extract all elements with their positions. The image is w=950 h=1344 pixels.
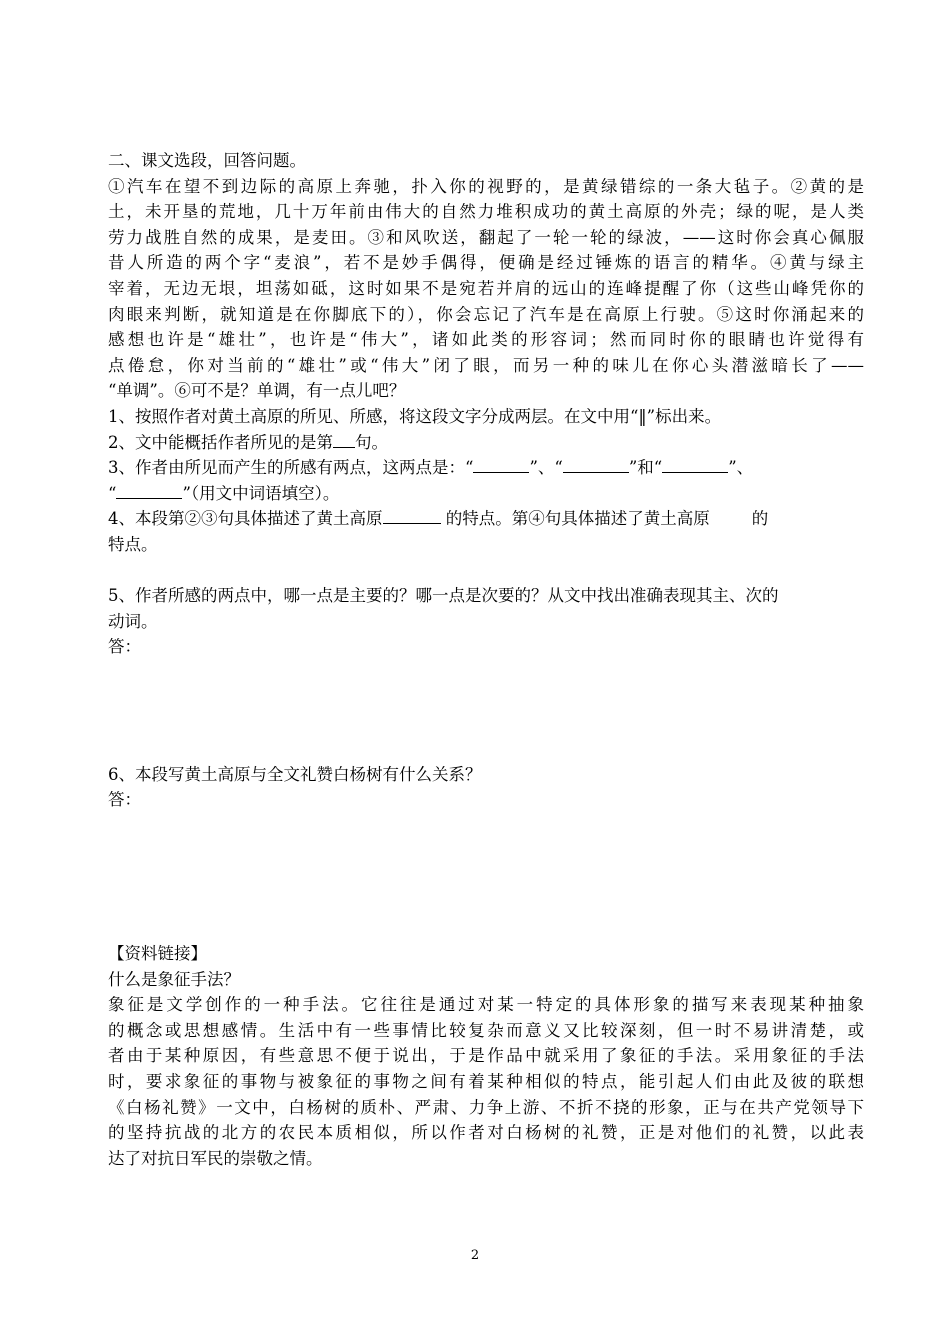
passage xyxy=(108,174,864,404)
question-3-quote: “ xyxy=(108,483,117,503)
answer-label: 答： xyxy=(108,637,141,657)
question-4-text: 的 xyxy=(751,509,769,529)
question-3-text: 3、作者由所见而产生的所感有两点，这两点是：“ xyxy=(108,458,474,478)
spacing xyxy=(108,558,864,584)
answer-blank[interactable] xyxy=(563,455,629,473)
question-2 xyxy=(108,430,864,456)
question-1: 1、按照作者对黄土高原的所见、所感，将这段文字分成两层。在文中用“‖”标出来。 xyxy=(108,406,722,426)
question-3-line-2 xyxy=(108,481,864,507)
question-6: 6、本段写黄土高原与全文礼赞白杨树有什么关系？ xyxy=(108,764,482,784)
question-4-text: 的特点。第④句具体描述了黄土高原 xyxy=(445,509,710,529)
question-3-separator: ”、“ xyxy=(529,458,563,478)
question-5-line-1: 5、作者所感的两点中，哪一点是主要的？哪一点是次要的？从文中找出准确表现其主、次的 xyxy=(108,586,779,606)
answer-blank[interactable] xyxy=(473,455,529,473)
question-3-separator: ”和“ xyxy=(628,458,663,478)
question-4-text: 4、本段第②③句具体描述了黄土高原 xyxy=(108,509,383,529)
page-content xyxy=(108,148,864,1171)
passage-line: 土，未开垦的荒地，几十万年前由伟大的自然力堆积成功的黄土高原的外壳；绿的呢，是人类 xyxy=(108,202,864,222)
question-3-line-1 xyxy=(108,455,864,481)
reference-line: 的概念或思想感情。生活中有一些事情比较复杂而意义又比较深刻，但一时不易讲清楚，或 xyxy=(108,1020,864,1040)
reference-text xyxy=(108,992,864,1171)
reference-title: 【资料链接】 xyxy=(108,944,207,964)
question-3-suffix: ”（用文中词语填空）。 xyxy=(182,483,340,503)
question-3-separator: ”、 xyxy=(728,458,754,478)
passage-line: 感想也许是“雄壮”，也许是“伟大”，诸如此类的形容词；然而同时你的眼睛也许觉得有 xyxy=(108,330,864,350)
passage-line: 肉眼来判断，就知道是在你脚底下的），你会忘记了汽车是在高原上行驶。⑤这时你涌起来的 xyxy=(108,304,864,324)
reference-line: 者由于某种原因，有些意思不便于说出，于是作品中就采用了象征的手法。采用象征的手法 xyxy=(108,1046,864,1066)
reference-line: 的坚持抗战的北方的农民本质相似，所以作者对白杨树的礼赞，正是对他们的礼赞，以此表 xyxy=(108,1123,864,1143)
question-5-line-2: 动词。 xyxy=(108,611,158,631)
answer-blank[interactable] xyxy=(662,455,728,473)
question-2-suffix: 句。 xyxy=(355,432,388,452)
reference-line: 象征是文学创作的一种手法。它往往是通过对某一特定的具体形象的描写来表现某种抽象 xyxy=(108,995,864,1015)
reference-question: 什么是象征手法？ xyxy=(108,969,240,989)
passage-line: ①汽车在望不到边际的高原上奔驰，扑入你的视野的，是黄绿错综的一条大毡子。②黄的是 xyxy=(108,176,864,196)
question-4-line-1 xyxy=(108,506,864,532)
page-number: 2 xyxy=(470,1248,480,1263)
answer-blank[interactable] xyxy=(383,506,441,524)
passage-line: 劳力战胜自然的成果，是麦田。③和风吹送，翻起了一轮一轮的绿波，——这时你会真心佩服 xyxy=(108,227,864,247)
passage-line: 点倦怠，你对当前的“雄壮”或“伟大”闭了眼，而另一种的味儿在你心头潜滋暗长了—— xyxy=(108,355,864,375)
answer-area[interactable] xyxy=(108,813,864,941)
question-2-text: 2、文中能概括作者所见的是第 xyxy=(108,432,333,452)
reference-line: 达了对抗日军民的崇敬之情。 xyxy=(108,1148,323,1168)
reference-line: 《白杨礼赞》一文中，白杨树的质朴、严肃、力争上游、不折不挠的形象，正与在共产党领导下 xyxy=(108,1097,864,1117)
reference-line: 时，要求象征的事物与被象征的事物之间有着某种相似的特点，能引起人们由此及彼的联想 xyxy=(108,1072,864,1092)
answer-blank[interactable] xyxy=(116,481,182,499)
section-title: 二、课文选段，回答问题。 xyxy=(108,151,306,170)
answer-label: 答： xyxy=(108,790,141,810)
passage-line: 昔人所造的两个字“麦浪”，若不是妙手偶得，便确是经过锤炼的语言的精华。④黄与绿主 xyxy=(108,253,864,273)
question-4-line-2: 特点。 xyxy=(108,534,158,554)
passage-line: “单调”。⑥可不是？单调，有一点儿吧？ xyxy=(108,381,406,401)
passage-line: 宰着，无边无垠，坦荡如砥，这时如果不是宛若并肩的远山的连峰提醒了你（这些山峰凭你的 xyxy=(108,278,864,298)
answer-area[interactable] xyxy=(108,660,864,762)
answer-blank[interactable] xyxy=(333,430,355,448)
